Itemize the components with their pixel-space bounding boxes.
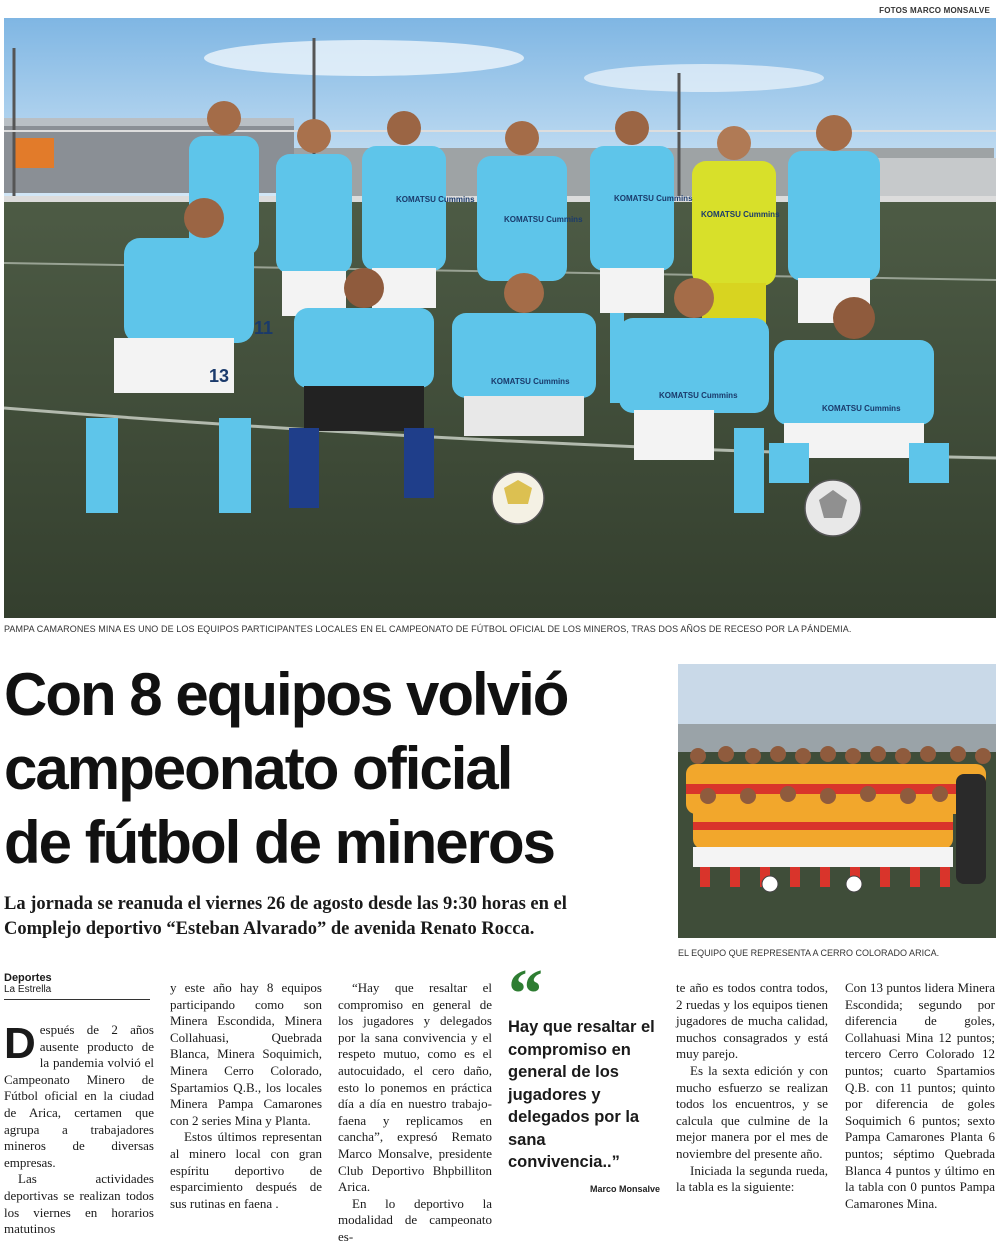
side-team-photo	[678, 664, 996, 938]
pull-quote	[508, 970, 660, 1194]
body-paragraph: En lo deportivo la modalidad de campeonato es-	[338, 1195, 492, 1244]
photo-credit: FOTOS MARCO MONSALVE	[879, 6, 990, 15]
body-paragraph: y este año hay 8 equipos participando como son Minera Escondida, Minera Collahuasi, Quebrada Blanca, Minera Soquimich, Minera Cerro Colorado, Spartamios Q.B., los locales Minera Pampa Camarones con 2 series Mina y Planta.	[170, 980, 322, 1128]
section-label	[4, 972, 150, 1000]
headline	[4, 658, 672, 879]
team-photo-illustration	[4, 18, 996, 618]
body-paragraph: Las actividades deportivas se realizan todos los viernes en horarios matutinos	[4, 1171, 154, 1237]
jersey-sponsor-text: KOMATSU Cummins	[822, 404, 901, 413]
article-column-5	[845, 980, 995, 1212]
main-photo-caption: PAMPA CAMARONES MINA ES UNO DE LOS EQUIPOS PARTICIPANTES LOCALES EN EL CAMPEONATO DE FÚTBOL OFICIAL DE LOS MINEROS, TRAS DOS AÑOS DE RECESO POR LA PÁNDEMIA.	[4, 624, 852, 634]
body-paragraph: “Hay que resaltar el compromiso en general de los jugadores y delegados por la sana convivencia y el respeto mutuo, como es el autocuidado, el cero daño, esto lo ponemos en práctica día a día en nuestro trabajo-faena y replicamos en cancha”, expresó Remato Marco Monsalve, presidente Club Deportivo Bhpbilliton Arica.	[338, 980, 492, 1195]
jersey-sponsor-text: KOMATSU Cummins	[396, 195, 475, 204]
body-paragraph: Iniciada la segunda rueda, la tabla es la siguiente:	[676, 1162, 828, 1195]
article-column-1	[4, 1019, 154, 1238]
body-paragraph	[4, 1019, 154, 1171]
drop-cap: D	[4, 1019, 36, 1068]
quote-mark-icon: “	[508, 970, 537, 1014]
jersey-sponsor-text: KOMATSU Cummins	[504, 215, 583, 224]
pull-quote-author: Marco Monsalve	[589, 1183, 660, 1194]
body-paragraph: Estos últimos representan al minero local con gran espíritu deportivo de esparcimiento después de sus rutinas en faena .	[170, 1129, 322, 1211]
headline-line: campeonato oficial	[4, 734, 512, 802]
pull-quote-text: Hay que resaltar el compromiso en general de los jugadores y delegados por la sana convivencia..”	[508, 1018, 655, 1171]
article-column-3	[338, 980, 492, 1246]
article-column-4	[676, 980, 828, 1196]
main-team-photo	[4, 18, 996, 618]
headline-line: de fútbol de mineros	[4, 808, 555, 876]
jersey-sponsor-text: KOMATSU Cummins	[701, 210, 780, 219]
side-photo-illustration	[678, 664, 996, 938]
subheadline-line: Complejo deportivo “Esteban Alvarado” de avenida Renato Rocca.	[4, 918, 535, 939]
jersey-sponsor-text: KOMATSU Cummins	[491, 377, 570, 386]
jersey-number: 13	[209, 366, 230, 386]
subheadline-line: La jornada se reanuda el viernes 26 de agosto desde las 9:30 horas en el	[4, 894, 567, 914]
body-paragraph: te año es todos contra todos, 2 ruedas y los equipos tienen jugadores de mucha calidad, muchos consagrados y está muy parejo.	[676, 980, 828, 1062]
jersey-sponsor-text: KOMATSU Cummins	[614, 194, 693, 203]
section-source: La Estrella	[4, 984, 52, 995]
body-text: espués de 2 años ausente producto de la pandemia volvió el Campeonato Minero de Fútbol oficial en la ciudad de Arica, certamen que agrupa a trabajadores mineros de diversas empresas.	[4, 1022, 154, 1170]
subheadline	[4, 892, 672, 942]
side-photo-caption: EL EQUIPO QUE REPRESENTA A CERRO COLORADO ARICA.	[678, 948, 940, 958]
jersey-number: 11	[254, 318, 274, 338]
body-paragraph: Es la sexta edición y con mucho esfuerzo se realizan todos los encuentros, y se calcula que culmine de la mejor manera por el mes de noviembre del presente año.	[676, 1062, 828, 1161]
jersey-sponsor-text: KOMATSU Cummins	[659, 391, 738, 400]
section-name: Deportes	[4, 972, 52, 984]
article-column-2	[170, 980, 322, 1212]
body-paragraph: Con 13 puntos lidera Minera Escondida; segundo por diferencia de goles, Collahuasi Mina 12 puntos; tercero Cerro Colorado 12 puntos; cuarto Spartamios Q.B. con 11 puntos; quinto por diferencia de goles Soquimich 6 puntos; sexto Pampa Camarones Planta 6 puntos; séptimo Quebrada Blanca 4 puntos y último en la tabla con 0 puntos Pampa Camarones Mina.	[845, 980, 995, 1211]
headline-line: Con 8 equipos volvió	[4, 661, 568, 728]
